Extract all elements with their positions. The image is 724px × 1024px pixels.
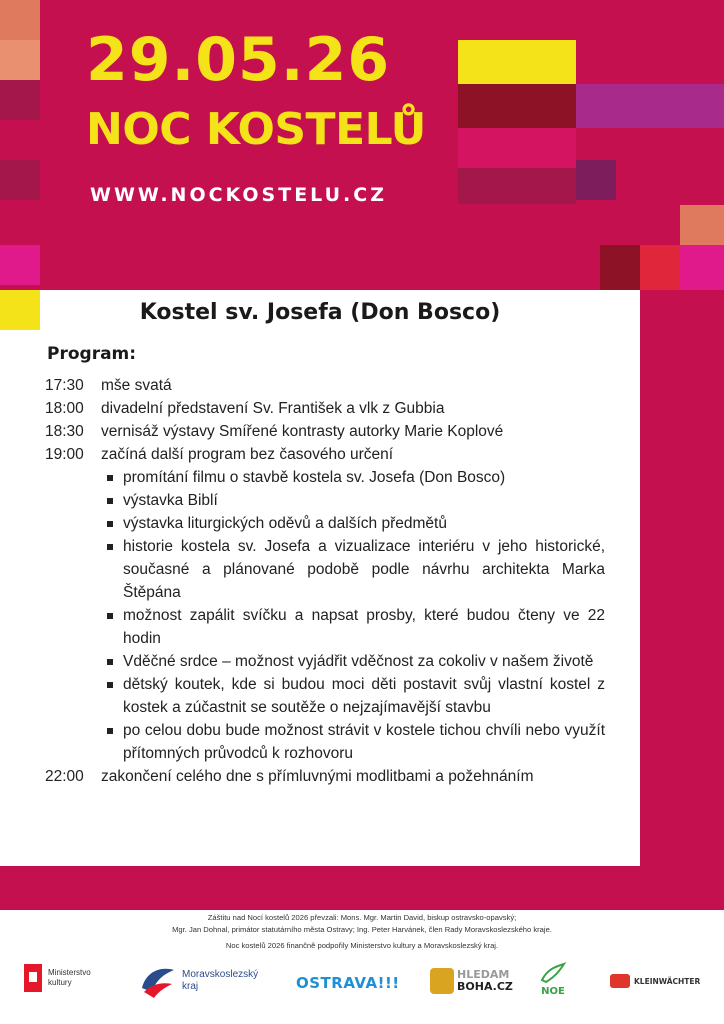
schedule-time: 18:30	[45, 423, 84, 440]
partner-logos	[0, 960, 724, 1018]
event-url[interactable]: WWW.NOCKOSTELU.CZ	[90, 184, 387, 206]
mosaic-tile	[0, 80, 40, 120]
hledam-text: HLEDAM	[457, 968, 510, 981]
funding-line: Noc kostelů 2026 finančně podpořily Ministerstvo kultury a Moravskoslezský kraj.	[225, 941, 499, 950]
schedule-time: 17:30	[45, 377, 84, 394]
mosaic-tile	[0, 160, 40, 200]
event-title: NOC KOSTELŮ	[86, 104, 426, 155]
region-logo-text: Moravskoslezský kraj	[182, 969, 259, 992]
ministry-logo-text: Ministerstvo kultury	[48, 968, 91, 987]
list-item: po celou dobu bude možnost strávit v kostele tichou chvíli nebo využít přítomných průvodců k rozhovoru	[105, 719, 605, 765]
mosaic-tile	[0, 290, 40, 330]
mosaic-tile	[458, 84, 576, 128]
program-card	[40, 290, 640, 866]
event-date: 29.05.26	[86, 25, 391, 95]
schedule-row	[45, 397, 635, 420]
ministry-emblem-icon	[24, 964, 42, 992]
schedule-row	[45, 420, 635, 443]
mosaic-tile	[458, 40, 576, 84]
list-item: výstavka Biblí	[105, 489, 605, 512]
list-item: dětský koutek, kde si budou moci děti postavit svůj vlastní kostel z kostek a zúčastnit se soutěže o nejzajímavější stavbu	[105, 673, 605, 719]
header-banner	[0, 0, 724, 290]
ministry-logo	[24, 964, 98, 992]
noe-logo	[538, 962, 568, 997]
schedule-text: vernisáž výstavy Smířené kontrasty autorky Marie Koplové	[101, 423, 504, 440]
mosaic-tile	[680, 245, 724, 290]
list-item: promítání filmu o stavbě kostela sv. Josefa (Don Bosco)	[105, 466, 605, 489]
noe-text: NOE	[541, 986, 565, 997]
program-label: Program:	[47, 344, 137, 364]
schedule-time: 18:00	[45, 400, 84, 417]
list-item: možnost zapálit svíčku a napsat prosby, které budou čteny ve 22 hodin	[105, 604, 605, 650]
mosaic-tile	[680, 205, 724, 245]
patronage-line: Mgr. Jan Dohnal, primátor statutárního města Ostravy; Ing. Peter Harvánek, člen Rady Moravskoslezského kraje.	[172, 925, 552, 934]
right-frame	[640, 290, 724, 910]
schedule-row	[45, 374, 635, 397]
noe-bird-icon	[538, 962, 568, 986]
mosaic-tile	[458, 128, 576, 168]
mosaic-tile	[576, 84, 724, 128]
region-emblem-icon	[138, 962, 178, 1000]
schedule-text: zakončení celého dne s přímluvnými modlitbami a požehnáním	[101, 768, 534, 785]
patronage-line: Záštitu nad Nocí kostelů 2026 převzali: Mons. Mgr. Martin David, biskup ostravsko-opavský;	[207, 913, 517, 922]
schedule-text: divadelní představení Sv. František a vlk z Gubbia	[101, 400, 445, 417]
mosaic-tile	[0, 0, 40, 40]
region-logo	[138, 962, 272, 1000]
hledam-boha-icon	[430, 968, 454, 994]
mosaic-tile	[0, 40, 40, 80]
list-item: Vděčné srdce – možnost vyjádřit vděčnost za cokoliv v našem životě	[105, 650, 605, 673]
boha-text: BOHA.CZ	[457, 980, 513, 993]
bottom-frame	[0, 866, 724, 910]
kleinwachter-icon	[610, 974, 630, 988]
ostrava-logo: OSTRAVA!!!	[296, 974, 400, 992]
schedule	[45, 374, 635, 788]
mosaic-tile	[600, 245, 640, 290]
hledam-boha-logo	[430, 968, 527, 994]
schedule-text: mše svatá	[101, 377, 172, 394]
schedule-row	[45, 765, 635, 788]
mosaic-tile	[576, 160, 616, 200]
schedule-text: začíná další program bez časového určení	[101, 446, 394, 463]
mosaic-tile	[0, 245, 40, 285]
mosaic-tile	[640, 245, 680, 290]
list-item: výstavka liturgických oděvů a dalších předmětů	[105, 512, 605, 535]
schedule-row	[45, 443, 635, 466]
kleinwachter-text: KLEINWÄCHTER	[634, 976, 701, 986]
mosaic-tile	[458, 168, 576, 204]
kleinwachter-logo	[610, 974, 700, 988]
church-title: Kostel sv. Josefa (Don Bosco)	[139, 300, 501, 325]
list-item: historie kostela sv. Josefa a vizualizace interiéru v jeho historické, současné a plánované podobě podle návrhu architekta Marka Štěpána	[105, 535, 605, 604]
schedule-time: 22:00	[45, 768, 84, 785]
schedule-time: 19:00	[45, 446, 84, 463]
footer	[0, 910, 724, 1024]
activity-list	[105, 466, 635, 765]
